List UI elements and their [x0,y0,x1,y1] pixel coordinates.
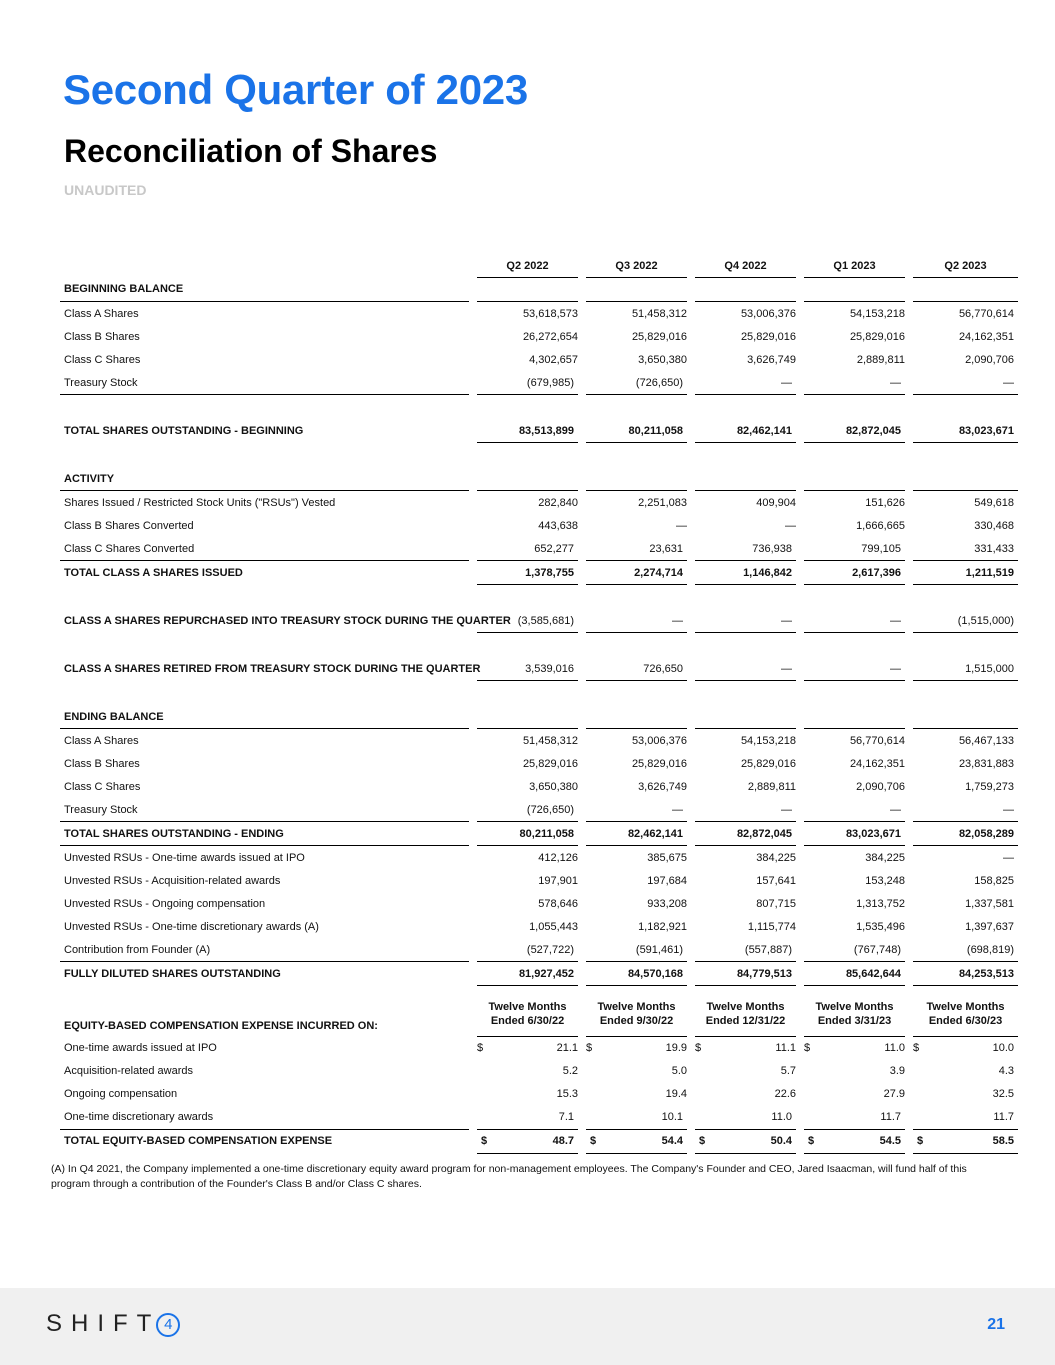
cell: 652,277 [473,537,582,561]
table-row [60,348,1018,371]
currency-symbol: $ [917,1135,924,1147]
cell: 56,770,614 [958,307,1014,320]
cell: 82,058,289 [909,822,1018,846]
cell: 82,462,141 [582,822,691,846]
cell: 443,638 [538,519,578,532]
currency-symbol: $ [695,1042,702,1054]
cell: 385,675 [647,851,687,864]
logo-digit: 4 [156,1313,180,1337]
section-row [60,467,1018,491]
cell: 1,337,581 [965,897,1014,910]
row-label: Contribution from Founder (A) [60,938,473,962]
cell: 807,715 [756,897,796,910]
cell: (726,650) [473,798,582,822]
row-label: Unvested RSUs - One-time awards issued at IPO [64,851,305,864]
period-header-line1: Twelve Months [597,1001,676,1014]
cell: 5.0 [671,1065,687,1077]
currency-symbol: $ [808,1135,815,1147]
cell: 53,006,376 [631,734,687,747]
column-header: Q1 2023 [800,254,909,278]
cell: 11.7 [909,1106,1018,1130]
cell: 25,829,016 [740,757,796,770]
cell: 736,938 [691,537,800,561]
cell: 83,023,671 [909,419,1018,443]
cell: 11.0 [691,1106,800,1130]
table-row [60,775,1018,798]
period-header-line1: Twelve Months [706,1001,785,1014]
table-row [60,915,1018,938]
cell: 24,162,351 [958,330,1014,343]
total-row [60,1129,1018,1153]
cell: (557,887) [691,938,800,962]
row-label: Class B Shares [64,757,140,770]
row-label: Class C Shares [64,780,141,793]
table-row [60,537,1018,561]
cell: 2,274,714 [582,561,691,585]
table-row [60,1036,1018,1060]
cell: 56,770,614 [849,734,905,747]
row-label: One-time discretionary awards [60,1106,473,1130]
cell: — [800,609,909,633]
cell: 799,105 [800,537,909,561]
cell: 24,162,351 [849,757,905,770]
repurchased-row [60,609,1018,633]
cell: 1,515,000 [909,657,1018,681]
cell: 53,006,376 [740,307,796,320]
row-label: TOTAL SHARES OUTSTANDING - ENDING [60,822,473,846]
cell: 1,313,752 [856,897,905,910]
period-header [582,996,691,1036]
cell: 549,618 [974,496,1014,509]
cell: 5.2 [562,1065,578,1077]
row-label: Unvested RSUs - Acquisition-related awards [64,874,281,887]
cell: 197,901 [538,874,578,887]
total-row [60,561,1018,585]
section-row [60,705,1018,729]
cell: — [909,371,1018,395]
cell: 83,023,671 [800,822,909,846]
cell: — [800,371,909,395]
cell: 15.3 [556,1088,578,1100]
cell: 726,650 [582,657,691,681]
cell: 153,248 [865,874,905,887]
row-label: Class B Shares Converted [64,519,194,532]
row-label: FULLY DILUTED SHARES OUTSTANDING [64,967,281,980]
period-header-line2: Ended 3/31/23 [817,1015,892,1028]
page-subtitle: Reconciliation of Shares [64,133,438,169]
table-row [60,729,1018,753]
cell: 25,829,016 [740,330,796,343]
cell: (591,461) [582,938,691,962]
cell: 23,831,883 [958,757,1014,770]
column-header: Q3 2022 [582,254,691,278]
cell: (679,985) [473,371,582,395]
currency-symbol: $ [590,1135,597,1147]
row-label: Ongoing compensation [64,1088,178,1100]
cell: 1,666,665 [856,519,905,532]
cell: 5.7 [780,1065,796,1077]
section-label: EQUITY-BASED COMPENSATION EXPENSE INCURRED ON: [64,1020,378,1032]
column-header-row [60,254,1018,278]
total-row [60,822,1018,846]
cell: 2,090,706 [965,353,1014,366]
period-header-line2: Ended 6/30/23 [928,1015,1003,1028]
page-title: Second Quarter of 2023 [63,66,528,113]
cell: 84,570,168 [582,962,691,986]
cell: 80,211,058 [473,822,582,846]
cell: 11.1 [775,1042,796,1054]
row-label: Unvested RSUs - One-time discretionary awards (A) [64,920,319,933]
cell: 3.9 [889,1065,905,1077]
period-header [473,996,582,1036]
column-header: Q4 2022 [691,254,800,278]
total-row [60,419,1018,443]
table-row [60,846,1018,870]
row-label: Class B Shares [64,330,140,343]
cell: (3,585,681) [473,609,582,633]
row-label: Unvested RSUs - Ongoing compensation [64,897,266,910]
cell: 384,225 [865,851,905,864]
cell: 1,397,637 [965,920,1014,933]
cell: 10.0 [992,1042,1014,1054]
currency-symbol: $ [477,1042,484,1054]
cell: 2,090,706 [856,780,905,793]
reconciliation-table [60,254,1018,1154]
table-row [60,938,1018,962]
cell: 4.3 [998,1065,1014,1077]
cell: 19.9 [665,1042,687,1054]
row-label: Class A Shares [64,734,139,747]
logo-text: SHIFT [46,1310,161,1337]
cell: 330,468 [974,519,1014,532]
row-label: Treasury Stock [60,371,473,395]
cell: 2,617,396 [800,561,909,585]
currency-symbol: $ [913,1042,920,1054]
row-label: Shares Issued / Restricted Stock Units ("RSUs") Vested [64,496,336,509]
cell: — [1003,851,1014,864]
period-header [909,996,1018,1036]
page-number: 21 [987,1316,1005,1333]
cell: 157,641 [756,874,796,887]
row-label: Class C Shares Converted [60,537,473,561]
row-label: TOTAL EQUITY-BASED COMPENSATION EXPENSE [64,1135,333,1148]
cell: 409,904 [756,496,796,509]
cell: 1,759,273 [965,780,1014,793]
cell: 50.4 [770,1135,792,1147]
row-label: TOTAL SHARES OUTSTANDING - BEGINNING [64,424,304,437]
cell: (1,515,000) [909,609,1018,633]
cell: 151,626 [865,496,905,509]
period-header-line1: Twelve Months [488,1001,567,1014]
cell: 48.7 [552,1135,574,1147]
cell: — [691,371,800,395]
equity-header-row [60,996,1018,1036]
period-header-line2: Ended 6/30/22 [490,1015,565,1028]
cell: 21.1 [556,1042,578,1054]
cell: 197,684 [647,874,687,887]
cell: 7.1 [473,1106,582,1130]
cell: (726,650) [582,371,691,395]
cell: 4,302,657 [529,353,578,366]
cell: 11.7 [800,1106,909,1130]
cell: — [691,609,800,633]
cell: 53,618,573 [522,307,578,320]
period-header-line1: Twelve Months [815,1001,894,1014]
cell: 1,055,443 [529,920,578,933]
cell: (527,722) [473,938,582,962]
cell: 51,458,312 [631,307,687,320]
cell: 22.6 [774,1088,796,1100]
table-row [60,1060,1018,1083]
cell: 384,225 [756,851,796,864]
cell: 83,513,899 [473,419,582,443]
cell: 23,631 [582,537,691,561]
cell: 3,650,380 [529,780,578,793]
cell: 25,829,016 [849,330,905,343]
footnote: (A) In Q4 2021, the Company implemented a one-time discretionary equity award program for non-management employees. The Company's Founder and CEO, Jared Isaacman, will fund half of this program through a contribution of the Founder's Class B and/or Class C shares. [51,1163,967,1190]
cell: 51,458,312 [522,734,578,747]
cell: 82,872,045 [691,822,800,846]
cell: 56,467,133 [958,734,1014,747]
cell: 412,126 [538,851,578,864]
section-row [60,278,1018,302]
cell: 84,779,513 [691,962,800,986]
period-header [691,996,800,1036]
period-header-line2: Ended 9/30/22 [599,1015,674,1028]
column-header: Q2 2022 [473,254,582,278]
cell: — [582,798,691,822]
cell: 578,646 [538,897,578,910]
row-label: Class C Shares [64,353,141,366]
table-row [60,325,1018,348]
cell: 82,462,141 [691,419,800,443]
cell: 25,829,016 [631,330,687,343]
cell: 2,251,083 [638,496,687,509]
currency-symbol: $ [481,1135,488,1147]
row-label: Acquisition-related awards [64,1065,194,1077]
cell: 80,211,058 [582,419,691,443]
unaudited-label: UNAUDITED [64,182,147,198]
currency-symbol: $ [699,1135,706,1147]
cell: — [909,798,1018,822]
cell: 81,927,452 [473,962,582,986]
cell: — [800,798,909,822]
table-row [60,514,1018,537]
period-header-line2: Ended 12/31/22 [705,1015,786,1028]
cell: 32.5 [992,1088,1014,1100]
cell: 54.4 [661,1135,683,1147]
cell: — [582,609,691,633]
cell: 58.5 [992,1135,1014,1147]
cell: 331,433 [909,537,1018,561]
cell: 3,626,749 [747,353,796,366]
table-row [60,302,1018,326]
cell: 3,650,380 [638,353,687,366]
table-row [60,371,1018,395]
cell: 158,825 [974,874,1014,887]
cell: 11.0 [884,1042,905,1054]
cell: 933,208 [647,897,687,910]
cell: 25,829,016 [631,757,687,770]
cell: — [691,798,800,822]
cell: 54,153,218 [740,734,796,747]
retired-row [60,657,1018,681]
cell: 54,153,218 [849,307,905,320]
cell: 85,642,644 [800,962,909,986]
cell: — [785,519,796,532]
section-label: ENDING BALANCE [60,705,473,729]
cell: 84,253,513 [909,962,1018,986]
table-row [60,1083,1018,1106]
table-row [60,752,1018,775]
cell: 1,378,755 [473,561,582,585]
row-label: Treasury Stock [60,798,473,822]
cell: — [800,657,909,681]
table-row [60,798,1018,822]
section-label: BEGINNING BALANCE [60,278,473,302]
row-label: One-time awards issued at IPO [64,1041,217,1054]
currency-symbol: $ [586,1042,593,1054]
company-logo [46,1310,180,1338]
cell: 1,535,496 [856,920,905,933]
cell: (767,748) [800,938,909,962]
total-row [60,962,1018,986]
cell: 1,146,842 [691,561,800,585]
cell: 19.4 [665,1088,687,1100]
cell: 26,272,654 [522,330,578,343]
cell: 10.1 [582,1106,691,1130]
cell: 3,626,749 [638,780,687,793]
section-label: ACTIVITY [60,467,473,491]
row-label: Class A Shares [64,307,139,320]
cell: (698,819) [909,938,1018,962]
cell: 82,872,045 [800,419,909,443]
cell: 2,889,811 [747,780,796,793]
cell: 54.5 [879,1135,901,1147]
cell: 1,211,519 [909,561,1018,585]
period-header-line1: Twelve Months [926,1001,1005,1014]
row-label: CLASS A SHARES REPURCHASED INTO TREASURY STOCK DURING THE QUARTER [64,614,511,627]
table-row [60,869,1018,892]
row-label: CLASS A SHARES RETIRED FROM TREASURY STOCK DURING THE QUARTER [64,662,481,675]
cell: 1,115,774 [747,920,796,933]
cell: 2,889,811 [856,353,905,366]
column-header: Q2 2023 [909,254,1018,278]
table-row [60,892,1018,915]
cell: 282,840 [538,496,578,509]
row-label: TOTAL CLASS A SHARES ISSUED [64,566,243,579]
table-row [60,1106,1018,1130]
cell: 25,829,016 [522,757,578,770]
table-row [60,491,1018,515]
cell: 27.9 [883,1088,905,1100]
cell: 1,182,921 [638,920,687,933]
period-header [800,996,909,1036]
currency-symbol: $ [804,1042,811,1054]
cell: — [676,519,687,532]
cell: 3,539,016 [473,657,582,681]
cell: — [691,657,800,681]
